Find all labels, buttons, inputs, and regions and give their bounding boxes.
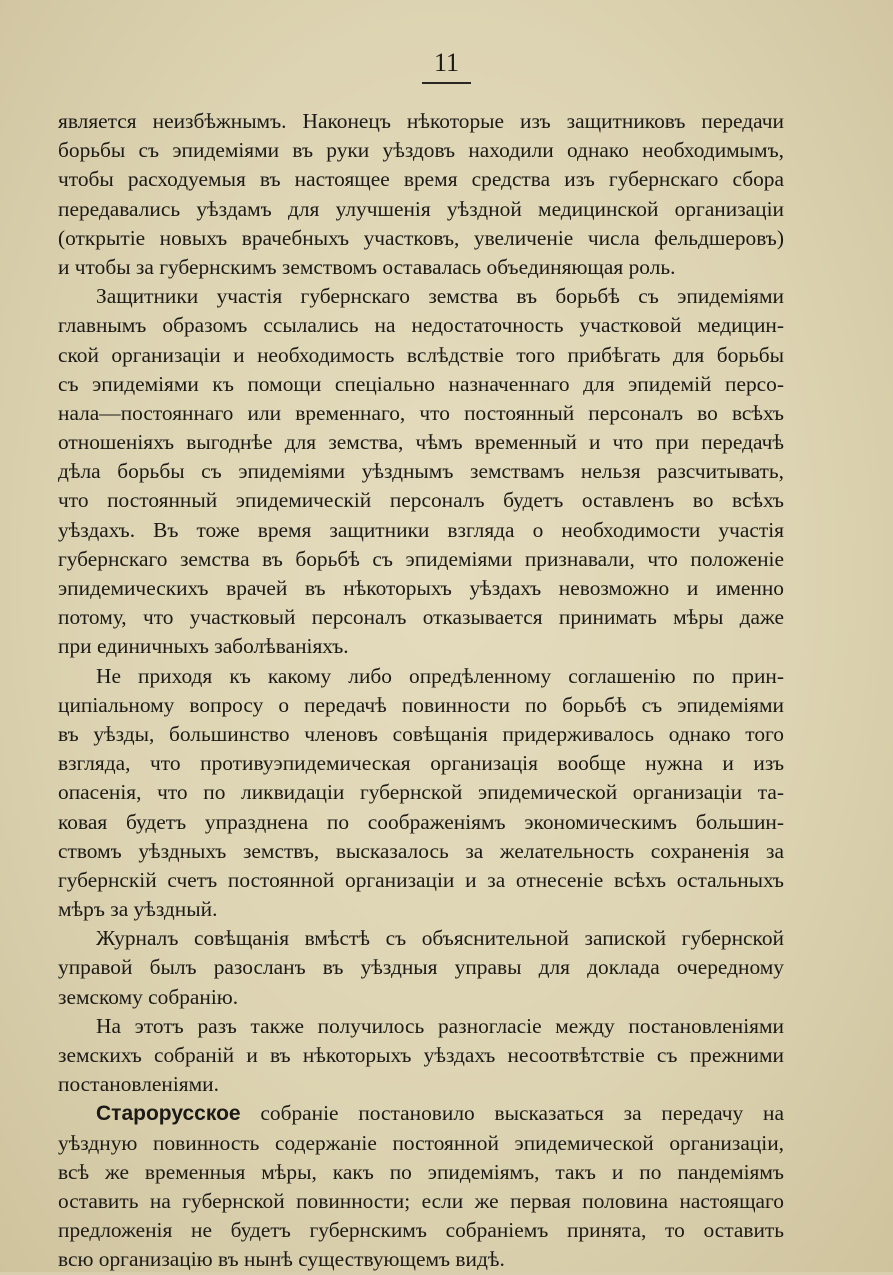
text-line: всѣ же временныя мѣры, какъ по эпидеміямъ, такъ и по пандеміямъ (58, 1159, 784, 1184)
text-line: мѣръ за уѣздный. (58, 897, 218, 922)
text-fragment: собраніе постановило высказаться за передачу на (260, 1101, 784, 1126)
text-line: съ эпидеміями къ помощи спеціально назначеннаго для эпидемій персо- (58, 371, 784, 396)
text-line: постановленіями. (58, 1072, 219, 1097)
page-header (0, 48, 893, 84)
text-line: эпидемическихъ врачей въ нѣкоторыхъ уѣздахъ невозможно и именно (58, 576, 784, 600)
text-line: отношеніяхъ выгоднѣе для земства, чѣмъ временный и что при передачѣ (58, 430, 784, 455)
text-line: уѣздахъ. Въ тоже время защитники взгляда о необходимости участія (58, 517, 784, 542)
text-line: уѣздную повинность содержаніе постоянной эпидемической организаціи, (58, 1130, 784, 1155)
text-line: управой былъ разосланъ въ уѣздныя управы для доклада очередному (58, 955, 784, 980)
text-line: Защитники участія губернскаго земства въ борьбѣ съ эпидеміями (96, 284, 784, 309)
body-text (58, 107, 784, 1275)
text-line: предложенія не будетъ губернскимъ собраніемъ принята, то оставить (58, 1218, 784, 1243)
text-line: На этотъ разъ также получилось разногласіе между постановленіями (96, 1013, 784, 1038)
text-line: что постоянный эпидемическій персоналъ будетъ оставленъ во всѣхъ (58, 488, 784, 513)
text-line: земскихъ собраній и въ нѣкоторыхъ уѣздахъ несоотвѣтствіе съ прежними (58, 1043, 784, 1067)
text-line: дѣла борьбы съ эпидеміями уѣзднымъ земствамъ нельзя разсчитывать, (58, 459, 784, 484)
text-line: главнымъ образомъ ссылались на недостаточность участковой медицин- (58, 313, 784, 338)
text-line: передавались уѣздамъ для улучшенія уѣздной медицинской организаціи (58, 196, 784, 221)
paragraph (58, 107, 784, 282)
text-line: ской организаціи и необходимость вслѣдствіе того прибѣгать для борьбы (58, 342, 784, 367)
paragraph (58, 924, 784, 1012)
text-line: является неизбѣжнымъ. Наконецъ нѣкоторые изъ защитниковъ передачи (58, 109, 784, 133)
text-line: оставить на губернской повинности; если же первая половина настоящаго (58, 1188, 784, 1213)
text-line: губернскаго земства въ борьбѣ съ эпидеміями признавали, что положеніе (58, 546, 784, 571)
text-line: всю организацію въ нынѣ существующемъ видѣ. (58, 1247, 505, 1272)
text-line: ковая будетъ упразднена по соображеніямъ экономическимъ большин- (58, 809, 784, 834)
text-line: потому, что участковый персоналъ отказывается принимать мѣры даже (58, 605, 784, 630)
text-line: Журналъ совѣщанія вмѣстѣ съ объяснительной запиской губернской (96, 926, 784, 951)
text-line: и чтобы за губернскимъ земствомъ оставалась объединяющая роль. (58, 254, 676, 279)
text-line: при единичныхъ заболѣваніяхъ. (58, 634, 349, 659)
page-number: 11 (422, 48, 471, 84)
paragraph (58, 1099, 784, 1274)
text-line: чтобы расходуемыя въ настоящее время средства изъ губернскаго сбора (58, 167, 784, 192)
text-line: (открытіе новыхъ врачебныхъ участковъ, увеличеніе числа фельдшеровъ) (58, 225, 784, 250)
text-line (58, 1099, 784, 1128)
text-line: взгляда, что противуэпидемическая организація вообще нужна и изъ (58, 751, 784, 776)
text-line: нала—постояннаго или временнаго, что постоянный персоналъ во всѣхъ (58, 400, 784, 425)
paragraph (58, 1012, 784, 1100)
paragraph (58, 282, 784, 661)
text-line: опасенія, что по ликвидаціи губернской эпидемической организаціи та- (58, 780, 784, 805)
text-line: ствомъ уѣздныхъ земствъ, высказалось за желательность сохраненія за (58, 838, 784, 863)
bold-lead-word: Старорусское (96, 1102, 241, 1126)
text-line: губернскій счетъ постоянной организаціи и за отнесеніе всѣхъ остальныхъ (58, 867, 784, 892)
text-line: ципіальному вопросу о передачѣ повинности по борьбѣ съ эпидеміями (58, 692, 784, 717)
text-line: въ уѣзды, большинство членовъ совѣщанія придерживалось однако того (58, 721, 784, 746)
text-line: борьбы съ эпидеміями въ руки уѣздовъ находили однако необходимымъ, (58, 138, 784, 163)
text-line: земскому собранію. (58, 984, 239, 1009)
text-line: Не приходя къ какому либо опредѣленному соглашенію по прин- (96, 663, 784, 688)
paragraph (58, 662, 784, 925)
